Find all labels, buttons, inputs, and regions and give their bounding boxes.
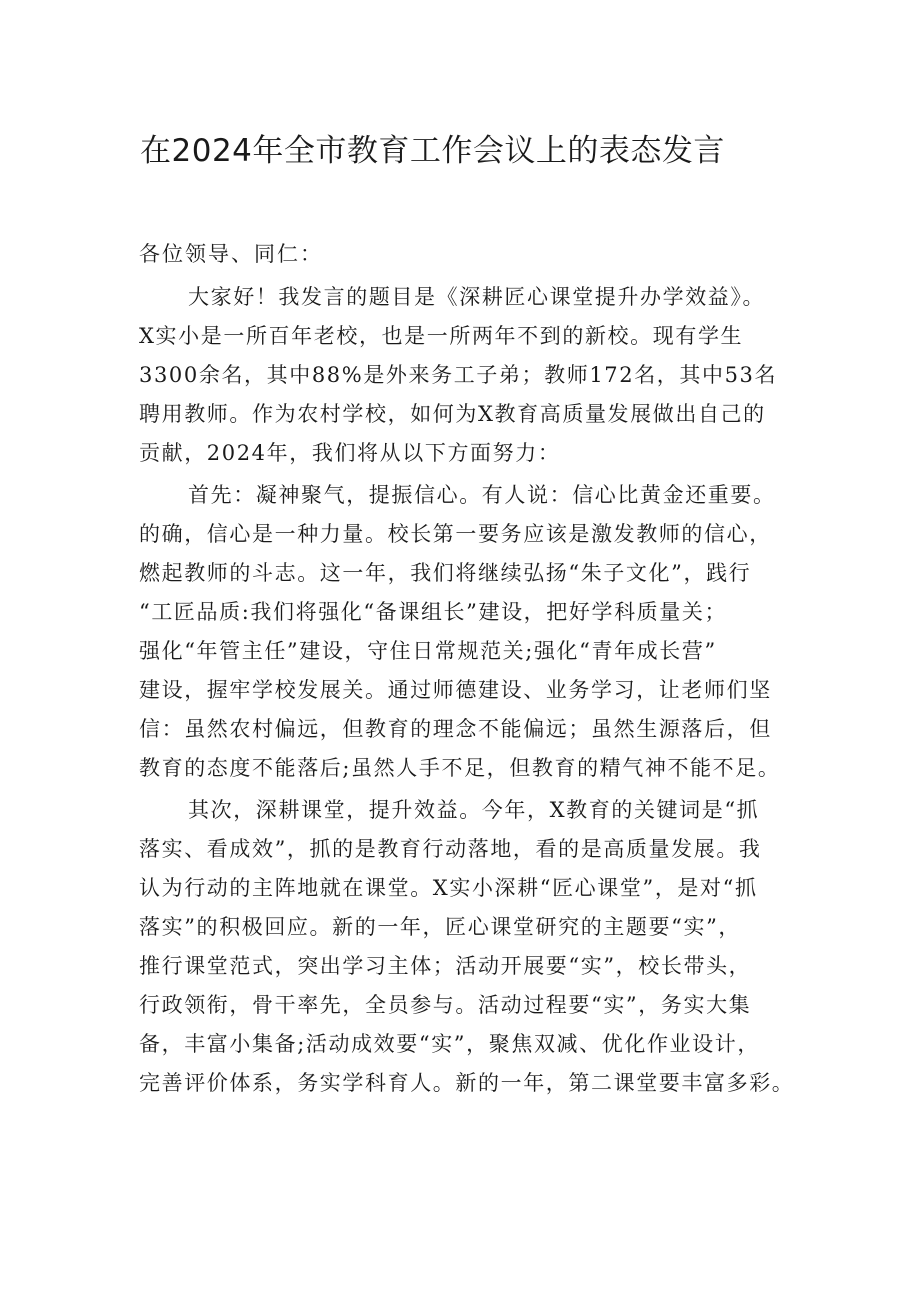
paragraph-line: 落实、看成效”，抓的是教育行动落地，看的是高质量发展。我: [139, 837, 762, 861]
paragraph-line: 3300余名，其中88%是外来务工子弟；教师172名，其中53名: [139, 363, 778, 387]
salutation: 各位领导、同仁：: [139, 242, 323, 266]
paragraph-line: X实小是一所百年老校，也是一所两年不到的新校。现有学生: [139, 324, 744, 348]
paragraph-opening: [139, 278, 799, 473]
paragraph-first-point: [139, 476, 799, 788]
document-body: [139, 233, 799, 1103]
paragraph-line: 建设，握牢学校发展关。通过师德建设、业务学习，让老师们坚: [139, 678, 772, 702]
paragraph-line: 燃起教师的斗志。这一年，我们将继续弘扬“朱子文化”，践行: [139, 561, 752, 585]
paragraph-second-point: [139, 791, 799, 1103]
paragraph-line: 的确，信心是一种力量。校长第一要务应该是激发教师的信心，: [139, 522, 772, 546]
paragraph-line: 信：虽然农村偏远，但教育的理念不能偏远；虽然生源落后，但: [139, 717, 772, 741]
paragraph-line: 强化“年管主任”建设，守住日常规范关;强化“青年成长营”: [139, 639, 717, 663]
paragraph-line: 其次，深耕课堂，提升效益。今年，X教育的关键词是“抓: [188, 798, 760, 822]
paragraph-line: 认为行动的主阵地就在课堂。X实小深耕“匠心课堂”，是对“抓: [139, 876, 758, 900]
paragraph-line: 大家好！我发言的题目是《深耕匠心课堂提升办学效益》。: [188, 285, 766, 309]
paragraph-line: 行政领衔，骨干率先，全员参与。活动过程要“实”，务实大集: [139, 993, 752, 1017]
paragraph-line: 推行课堂范式，突出学习主体；活动开展要“实”，校长带头，: [139, 954, 752, 978]
paragraph-line: 备，丰富小集备;活动成效要“实”，聚焦双减、优化作业设计，: [139, 1032, 760, 1056]
paragraph-line: 落实”的积极回应。新的一年，匠心课堂研究的主题要“实”，: [139, 915, 742, 939]
paragraph-line: “工匠品质:我们将强化“备课组长”建设，把好学科质量关；: [139, 600, 728, 624]
paragraph-line: 完善评价体系，务实学科育人。新的一年，第二课堂要丰富多彩。: [139, 1071, 795, 1095]
document-title: 在2024年全市教育工作会议上的表态发言: [140, 133, 725, 169]
paragraph-line: 教育的态度不能落后;虽然人手不足，但教育的精气神不能不足。: [139, 756, 781, 780]
paragraph-line: 聘用教师。作为农村学校，如何为X教育高质量发展做出自己的: [139, 402, 766, 426]
paragraph-line: 贡献，2024年，我们将从以下方面努力：: [139, 441, 561, 465]
paragraph-line: 首先：凝神聚气，提振信心。有人说：信心比黄金还重要。: [188, 483, 776, 507]
